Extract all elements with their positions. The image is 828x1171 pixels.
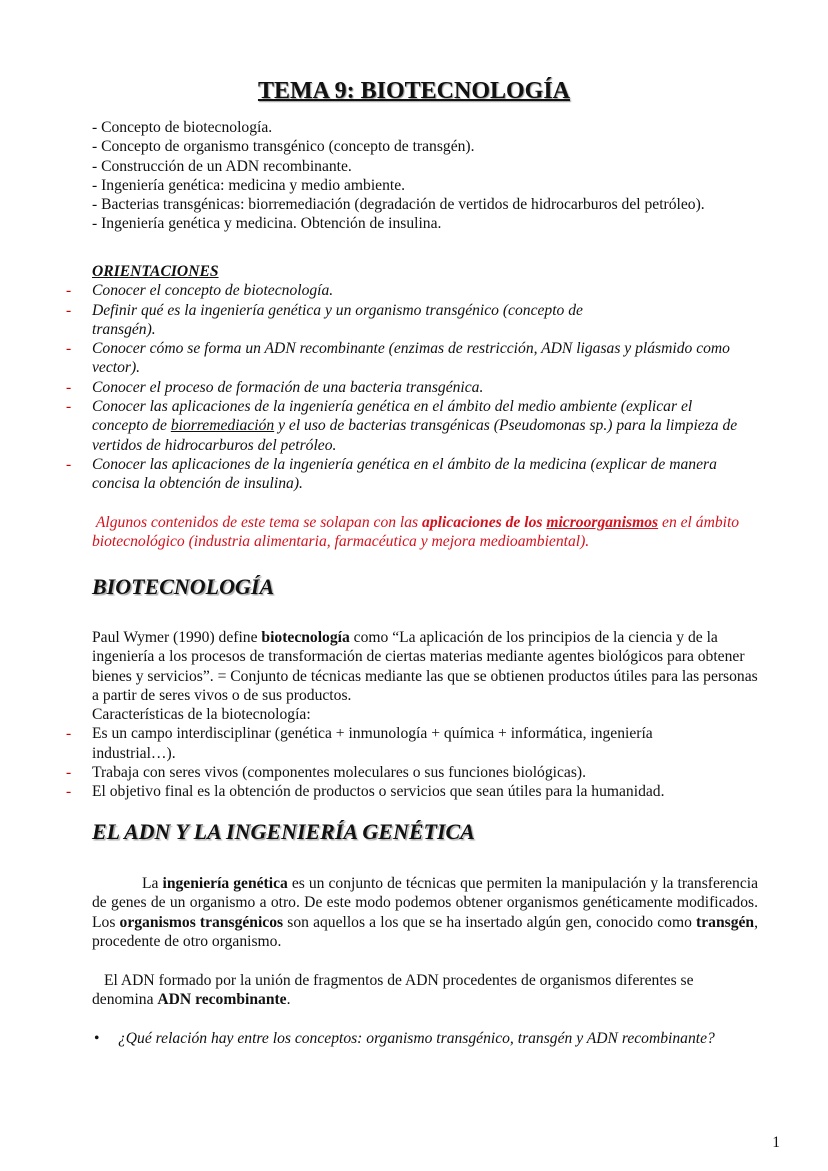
characteristics-label: Características de la biotecnología: (92, 706, 311, 724)
question-item (94, 1029, 758, 1048)
orientaciones-heading: ORIENTACIONES (92, 263, 219, 280)
characteristic-item: - Trabaja con seres vivos (componentes moleculares o sus funciones biológicas). (66, 764, 586, 782)
orientation-item: - Conocer el proceso de formación de una bacteria transgénica. (66, 378, 484, 396)
orientation-item: - Conocer cómo se forma un ADN recombinante (enzimas de restricción, ADN ligasas y plásmido como vector). (66, 340, 730, 377)
note-paragraph: Algunos contenidos de este tema se solapan con las aplicaciones de los microorganismos en el ámbito biotecnológico (industria alimentaria, farmacéutica y mejora medioambiental). (92, 514, 740, 551)
bullet-icon: • (94, 1030, 100, 1047)
orientation-item: - Conocer el concepto de biotecnología. (66, 282, 334, 300)
page-title: TEMA 9: BIOTECNOLOGÍA (257, 78, 571, 104)
orientation-item: - Conocer las aplicaciones de la ingeniería genética en el ámbito del medio ambiente (explicar el concepto de biorremediación y el uso de bacterias transgénicas (Pseudomonas sp.) para la limpieza de vertidos de hidrocarburos del petróleo. (66, 398, 738, 454)
topic-item: - Ingeniería genética: medicina y medio ambiente. (92, 176, 406, 194)
adn-heading: EL ADN Y LA INGENIERÍA GENÉTICA (92, 819, 475, 844)
topic-item: - Ingeniería genética y medicina. Obtención de insulina. (92, 215, 442, 233)
characteristic-item: - Es un campo interdisciplinar (genética + inmunología + química + informática, ingeniería industrial…). (66, 725, 653, 762)
topic-item: - Construcción de un ADN recombinante. (92, 157, 352, 175)
topic-item: - Bacterias transgénicas: biorremediación (degradación de vertidos de hidrocarburos del petróleo). (92, 196, 705, 214)
topic-item: - Concepto de organismo transgénico (concepto de transgén). (92, 138, 475, 156)
adn-recombinante-paragraph: El ADN formado por la unión de fragmentos de ADN procedentes de organismos diferentes se denomina ADN recombinante. (92, 972, 694, 1009)
question-text: ¿Qué relación hay entre los conceptos: organismo transgénico, transgén y ADN recombinante? (118, 1030, 715, 1047)
page-number: 1 (772, 1134, 780, 1151)
ingenieria-paragraph: La ingeniería genética es un conjunto de técnicas que permiten la manipulación y la transferencia de genes de un organismo a otro. De este modo podemos obtener organismos genéticamente modificados. Los organismos transgénicos son aquellos a los que se ha insertado algún gen, conocido como transgén, procedente de otro organismo. (92, 875, 758, 950)
biotecnologia-heading: BIOTECNOLOGÍA (92, 574, 275, 599)
topics-list (92, 118, 760, 234)
topic-item: - Concepto de biotecnología. (92, 119, 273, 136)
microorganismos-link: microorganismos (546, 514, 659, 531)
definition-paragraph: Paul Wymer (1990) define biotecnología como “La aplicación de los principios de la ciencia y de la ingeniería a los procesos de transformación de ciertas materias mediante agentes biológicos para obtener bienes y servicios”. = Conjunto de técnicas mediante las que se obtienen productos útiles para las personas a partir de seres vivos o de sus productos. (92, 629, 758, 704)
orientation-item: - Conocer las aplicaciones de la ingeniería genética en el ámbito de la medicina (explicar de manera concisa la obtención de insulina). (66, 455, 717, 493)
biotecnologia-section (66, 628, 762, 802)
characteristic-item: - El objetivo final es la obtención de productos o servicios que sean útiles para la humanidad. (66, 783, 665, 801)
orientaciones-section (66, 262, 760, 494)
orientation-item: - Definir qué es la ingeniería genética y un organismo transgénico (concepto de transgén). (66, 301, 583, 338)
